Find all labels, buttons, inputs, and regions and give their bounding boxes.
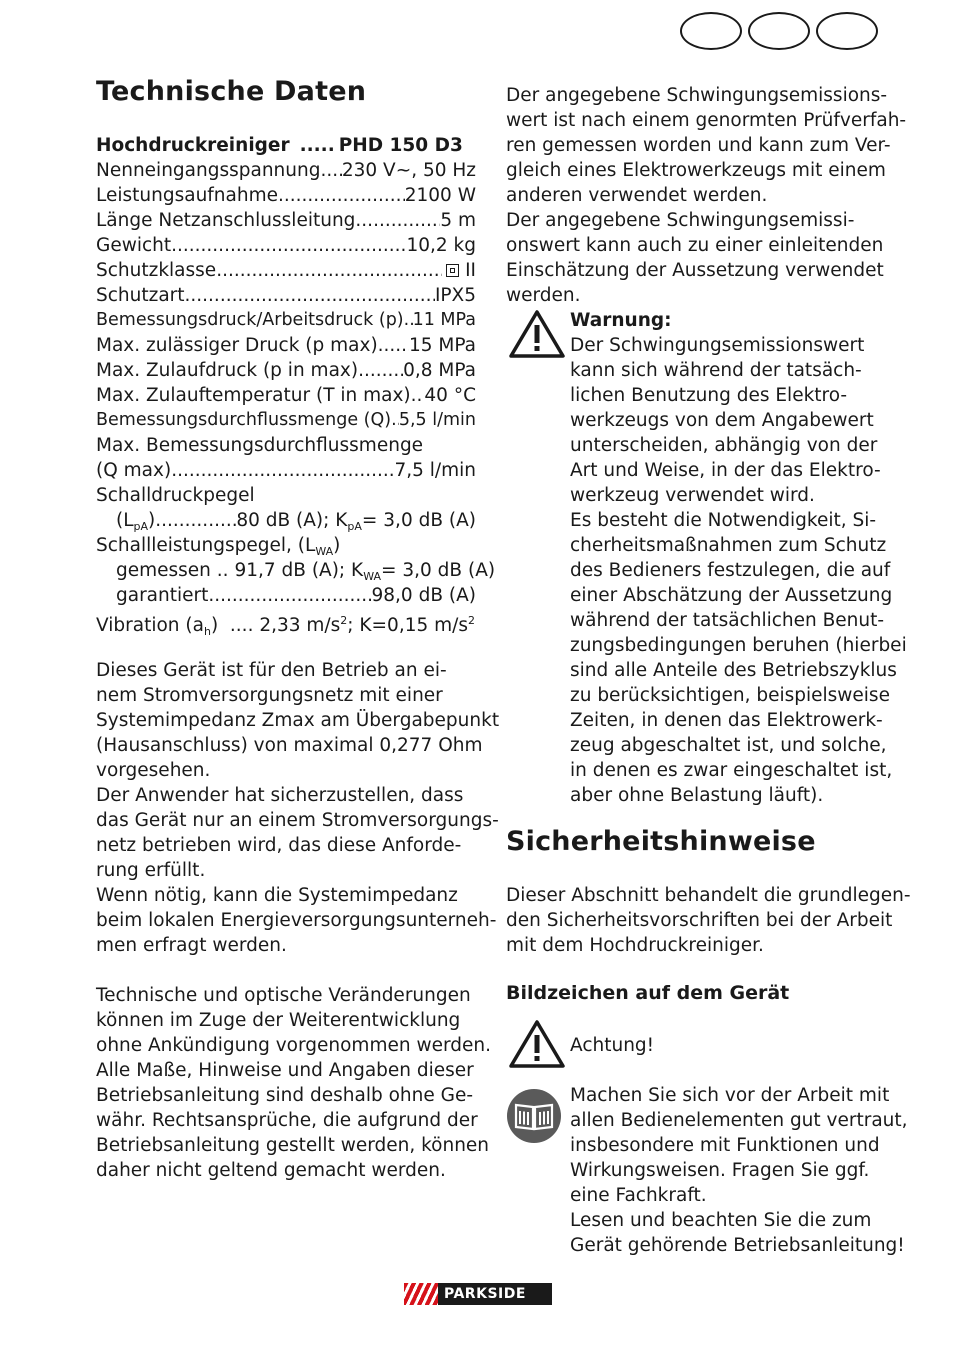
text-line: Alle Maße, Hinweise und Angaben dieser: [96, 1060, 474, 1081]
lpa-value: 80 dB (A); K: [236, 510, 348, 531]
spec-label: Schutzart: [96, 285, 185, 306]
spec-label: Gewicht: [96, 235, 172, 256]
measured-label: gemessen ..: [116, 560, 229, 581]
text-line: Machen Sie sich vor der Arbeit mit: [570, 1085, 890, 1106]
text-line: während der tatsächlichen Benut-: [570, 610, 885, 631]
spec-value: II: [442, 258, 476, 283]
vibration-row: Vibration $(a_h)$ .... 2,33 $m/s^2$; K=0,15 $m/s^2$: [96, 614, 476, 638]
guaranteed-label: garantiert: [116, 585, 209, 606]
spec-row: [96, 183, 476, 208]
text-line: Art und Weise, in der das Elektro-: [570, 460, 881, 481]
text-line: können im Zuge der Weiterentwicklung: [96, 1010, 461, 1031]
text-line: daher nicht geltend gemacht werden.: [96, 1160, 446, 1181]
spec-label: Bemessungsdruck/Arbeitsdruck (p): [96, 310, 404, 330]
spec-value: IPX5: [434, 285, 476, 306]
text-line: eine Fachkraft.: [570, 1185, 707, 1206]
measured-row: gemessen .. 91,7 dB (A); $K_{WA}= 3,0$ dB (A): [116, 560, 496, 583]
text-line: Wirkungsweisen. Fragen Sie ggf.: [570, 1160, 870, 1181]
heading-bildzeichen: Bildzeichen auf dem Gerät: [506, 982, 790, 1004]
text-line: in denen es zwar eingeschaltet ist,: [570, 760, 893, 781]
text-line: ohne Ankündigung vorgenommen werden.: [96, 1035, 491, 1056]
text-line: onswert kann auch zu einer einleitenden: [506, 235, 884, 256]
text-line: Betriebsanleitung gestellt werden, können: [96, 1135, 490, 1156]
language-oval: [748, 12, 810, 50]
spec-value: 10,2 kg: [406, 235, 476, 256]
max-flow-value: 7,5 l/min: [394, 460, 476, 481]
spec-row: [96, 333, 476, 358]
spec-label: Max. Zulaufdruck (p in max): [96, 360, 359, 381]
max-flow-row: [96, 458, 476, 483]
text-line: gleich eines Elektrowerkzeugs mit einem: [506, 160, 886, 181]
text-line: cherheitsmaßnahmen zum Schutz: [570, 535, 887, 556]
text-line: Der Anwender hat sicherzustellen, dass: [96, 785, 464, 806]
spec-row: [96, 358, 476, 383]
spec-row: [96, 308, 476, 333]
text-line: währ. Rechtsansprüche, die aufgrund der: [96, 1110, 478, 1131]
protection-class-icon: [446, 264, 459, 277]
spec-label: Max. Zulauftemperatur (T in max): [96, 385, 411, 406]
vibration-value: .... 2,33 m/s: [229, 615, 341, 636]
model-row: [96, 133, 476, 158]
text-line: beim lokalen Energieversorgungsunterneh-: [96, 910, 497, 931]
text-line: Wenn nötig, kann die Systemimpedanz: [96, 885, 458, 906]
lpa-row: $(L_{pA})$ ..... 80 dB (A); $K_{pA}= 3,0$ dB (A): [116, 508, 476, 539]
max-flow-label: Max. Bemessungsdurchflussmenge: [96, 435, 424, 456]
text-line: Dieses Gerät ist für den Betrieb an ei-: [96, 660, 447, 681]
model-label: Hochdruckreiniger: [96, 135, 290, 156]
spec-value: 5 m: [440, 210, 476, 231]
language-oval: [816, 12, 878, 50]
spec-row: [96, 383, 476, 408]
spec-row: [96, 283, 476, 308]
spec-label: Länge Netzanschlussleitung: [96, 210, 356, 231]
text-line: Es besteht die Notwendigkeit, Si-: [570, 510, 877, 531]
spec-value: 5,5 l/min: [398, 410, 476, 430]
vibration-label: Vibration (a: [96, 615, 204, 636]
text-line: netz betrieben wird, das diese Anforde-: [96, 835, 462, 856]
spec-label: Max. zulässiger Druck (p max): [96, 335, 378, 356]
text-line: anderen verwendet werden.: [506, 185, 768, 206]
text-line: werkzeug verwendet wird.: [570, 485, 815, 506]
model-dots: .....: [299, 135, 335, 156]
text-line: lichen Benutzung des Elektro-: [570, 385, 848, 406]
text-line: Dieser Abschnitt behandelt die grundlegen-: [506, 885, 911, 906]
text-line: ren gemessen worden und kann zum Ver-: [506, 135, 891, 156]
warning-title: Warnung:: [570, 310, 672, 331]
text-line: zeug abgeschaltet ist, und solche,: [570, 735, 887, 756]
text-line: Der angegebene Schwingungsemissions-: [506, 85, 888, 106]
vibration-k: ; K=0,15 m/s: [347, 615, 469, 636]
spec-value: 230 V~, 50 Hz: [341, 160, 476, 181]
sound-power-row: Schallleistungspegel, $(L_{WA})$: [96, 535, 341, 558]
model-value: PHD 150 D3: [338, 135, 463, 156]
sound-pressure-label: Schalldruckpegel: [96, 485, 255, 506]
spec-value: 15 MPa: [408, 335, 476, 356]
parkside-logo: PARKSIDE: [404, 1283, 552, 1305]
text-line: zu berücksichtigen, beispielsweise: [570, 685, 890, 706]
spec-row: [96, 233, 476, 258]
spec-row: [96, 408, 476, 433]
language-ovals: [680, 12, 878, 50]
measured-value: 91,7 dB (A); K: [234, 560, 364, 581]
text-line: unterscheiden, abhängig von der: [570, 435, 878, 456]
text-line: Betriebsanleitung sind deshalb ohne Ge-: [96, 1085, 474, 1106]
text-line: sind alle Anteile des Betriebszyklus: [570, 660, 897, 681]
text-line: Gerät gehörende Betriebsanleitung!: [570, 1235, 905, 1256]
text-line: kann sich während der tatsäch-: [570, 360, 862, 381]
text-line: aber ohne Belastung läuft).: [570, 785, 824, 806]
spec-row: [96, 258, 476, 283]
sound-power-label: Schallleistungspegel, (L: [96, 535, 316, 556]
text-line: Der angegebene Schwingungsemissi-: [506, 210, 855, 231]
measured-k-value: = 3,0 dB (A): [381, 560, 496, 581]
text-line: allen Bedienelementen gut vertraut,: [570, 1110, 908, 1131]
text-line: den Sicherheitsvorschriften bei der Arbeit: [506, 910, 893, 931]
text-line: rung erfüllt.: [96, 860, 206, 881]
lpa-k-value: = 3,0 dB (A): [361, 510, 476, 531]
spec-row: [96, 158, 476, 183]
spec-label: Nenneingangsspannung: [96, 160, 321, 181]
spec-label: Schutzklasse: [96, 260, 217, 281]
spec-value: 2100 W: [404, 185, 476, 206]
text-line: des Bedieners festzulegen, die auf: [570, 560, 891, 581]
text-line: werkzeugs von dem Angabewert: [570, 410, 874, 431]
text-line: Lesen und beachten Sie die zum: [570, 1210, 872, 1231]
text-line: Der Schwingungsemissionswert: [570, 335, 865, 356]
spec-value: 40 °C: [424, 385, 476, 406]
max-flow-sub: (Q max): [96, 460, 172, 481]
text-line: (Hausanschluss) von maximal 0,277 Ohm: [96, 735, 483, 756]
text-line: Einschätzung der Aussetzung verwendet: [506, 260, 884, 281]
spec-value: 11 MPa: [412, 310, 476, 330]
text-line: das Gerät nur an einem Stromversorgungs-: [96, 810, 499, 831]
read-manual-icon: [506, 1088, 562, 1144]
language-oval: [680, 12, 742, 50]
text-line: wert ist nach einem genormten Prüfverfah-: [506, 110, 907, 131]
spec-label: Leistungsaufnahme: [96, 185, 278, 206]
text-line: Zeiten, in denen das Elektrowerk-: [570, 710, 883, 731]
text-line: vorgesehen.: [96, 760, 211, 781]
text-line: Systemimpedanz Zmax am Übergabepunkt: [96, 710, 500, 731]
text-line: einer Abschätzung der Aussetzung: [570, 585, 893, 606]
text-line: insbesondere mit Funktionen und: [570, 1135, 880, 1156]
text-line: Technische und optische Veränderungen: [96, 985, 471, 1006]
warning-triangle-icon: [508, 308, 566, 360]
guaranteed-value: 98,0 dB (A): [371, 585, 476, 606]
heading-sicherheitshinweise: Sicherheitshinweise: [506, 826, 816, 857]
text-line: men erfragt werden.: [96, 935, 287, 956]
text-line: zungsbedingungen beruhen (hierbei: [570, 635, 907, 656]
attention-label: Achtung!: [570, 1035, 655, 1056]
spec-label: Bemessungsdurchflussmenge (Q): [96, 410, 392, 430]
heading-technische-daten: Technische Daten: [96, 76, 367, 107]
warning-triangle-icon: [508, 1018, 566, 1070]
spec-value: 0,8 MPa: [403, 360, 476, 381]
text-line: werden.: [506, 285, 581, 306]
guaranteed-row: [116, 583, 476, 608]
spec-row: [96, 208, 476, 233]
text-line: mit dem Hochdruckreiniger.: [506, 935, 764, 956]
text-line: nem Stromversorgungsnetz mit einer: [96, 685, 443, 706]
